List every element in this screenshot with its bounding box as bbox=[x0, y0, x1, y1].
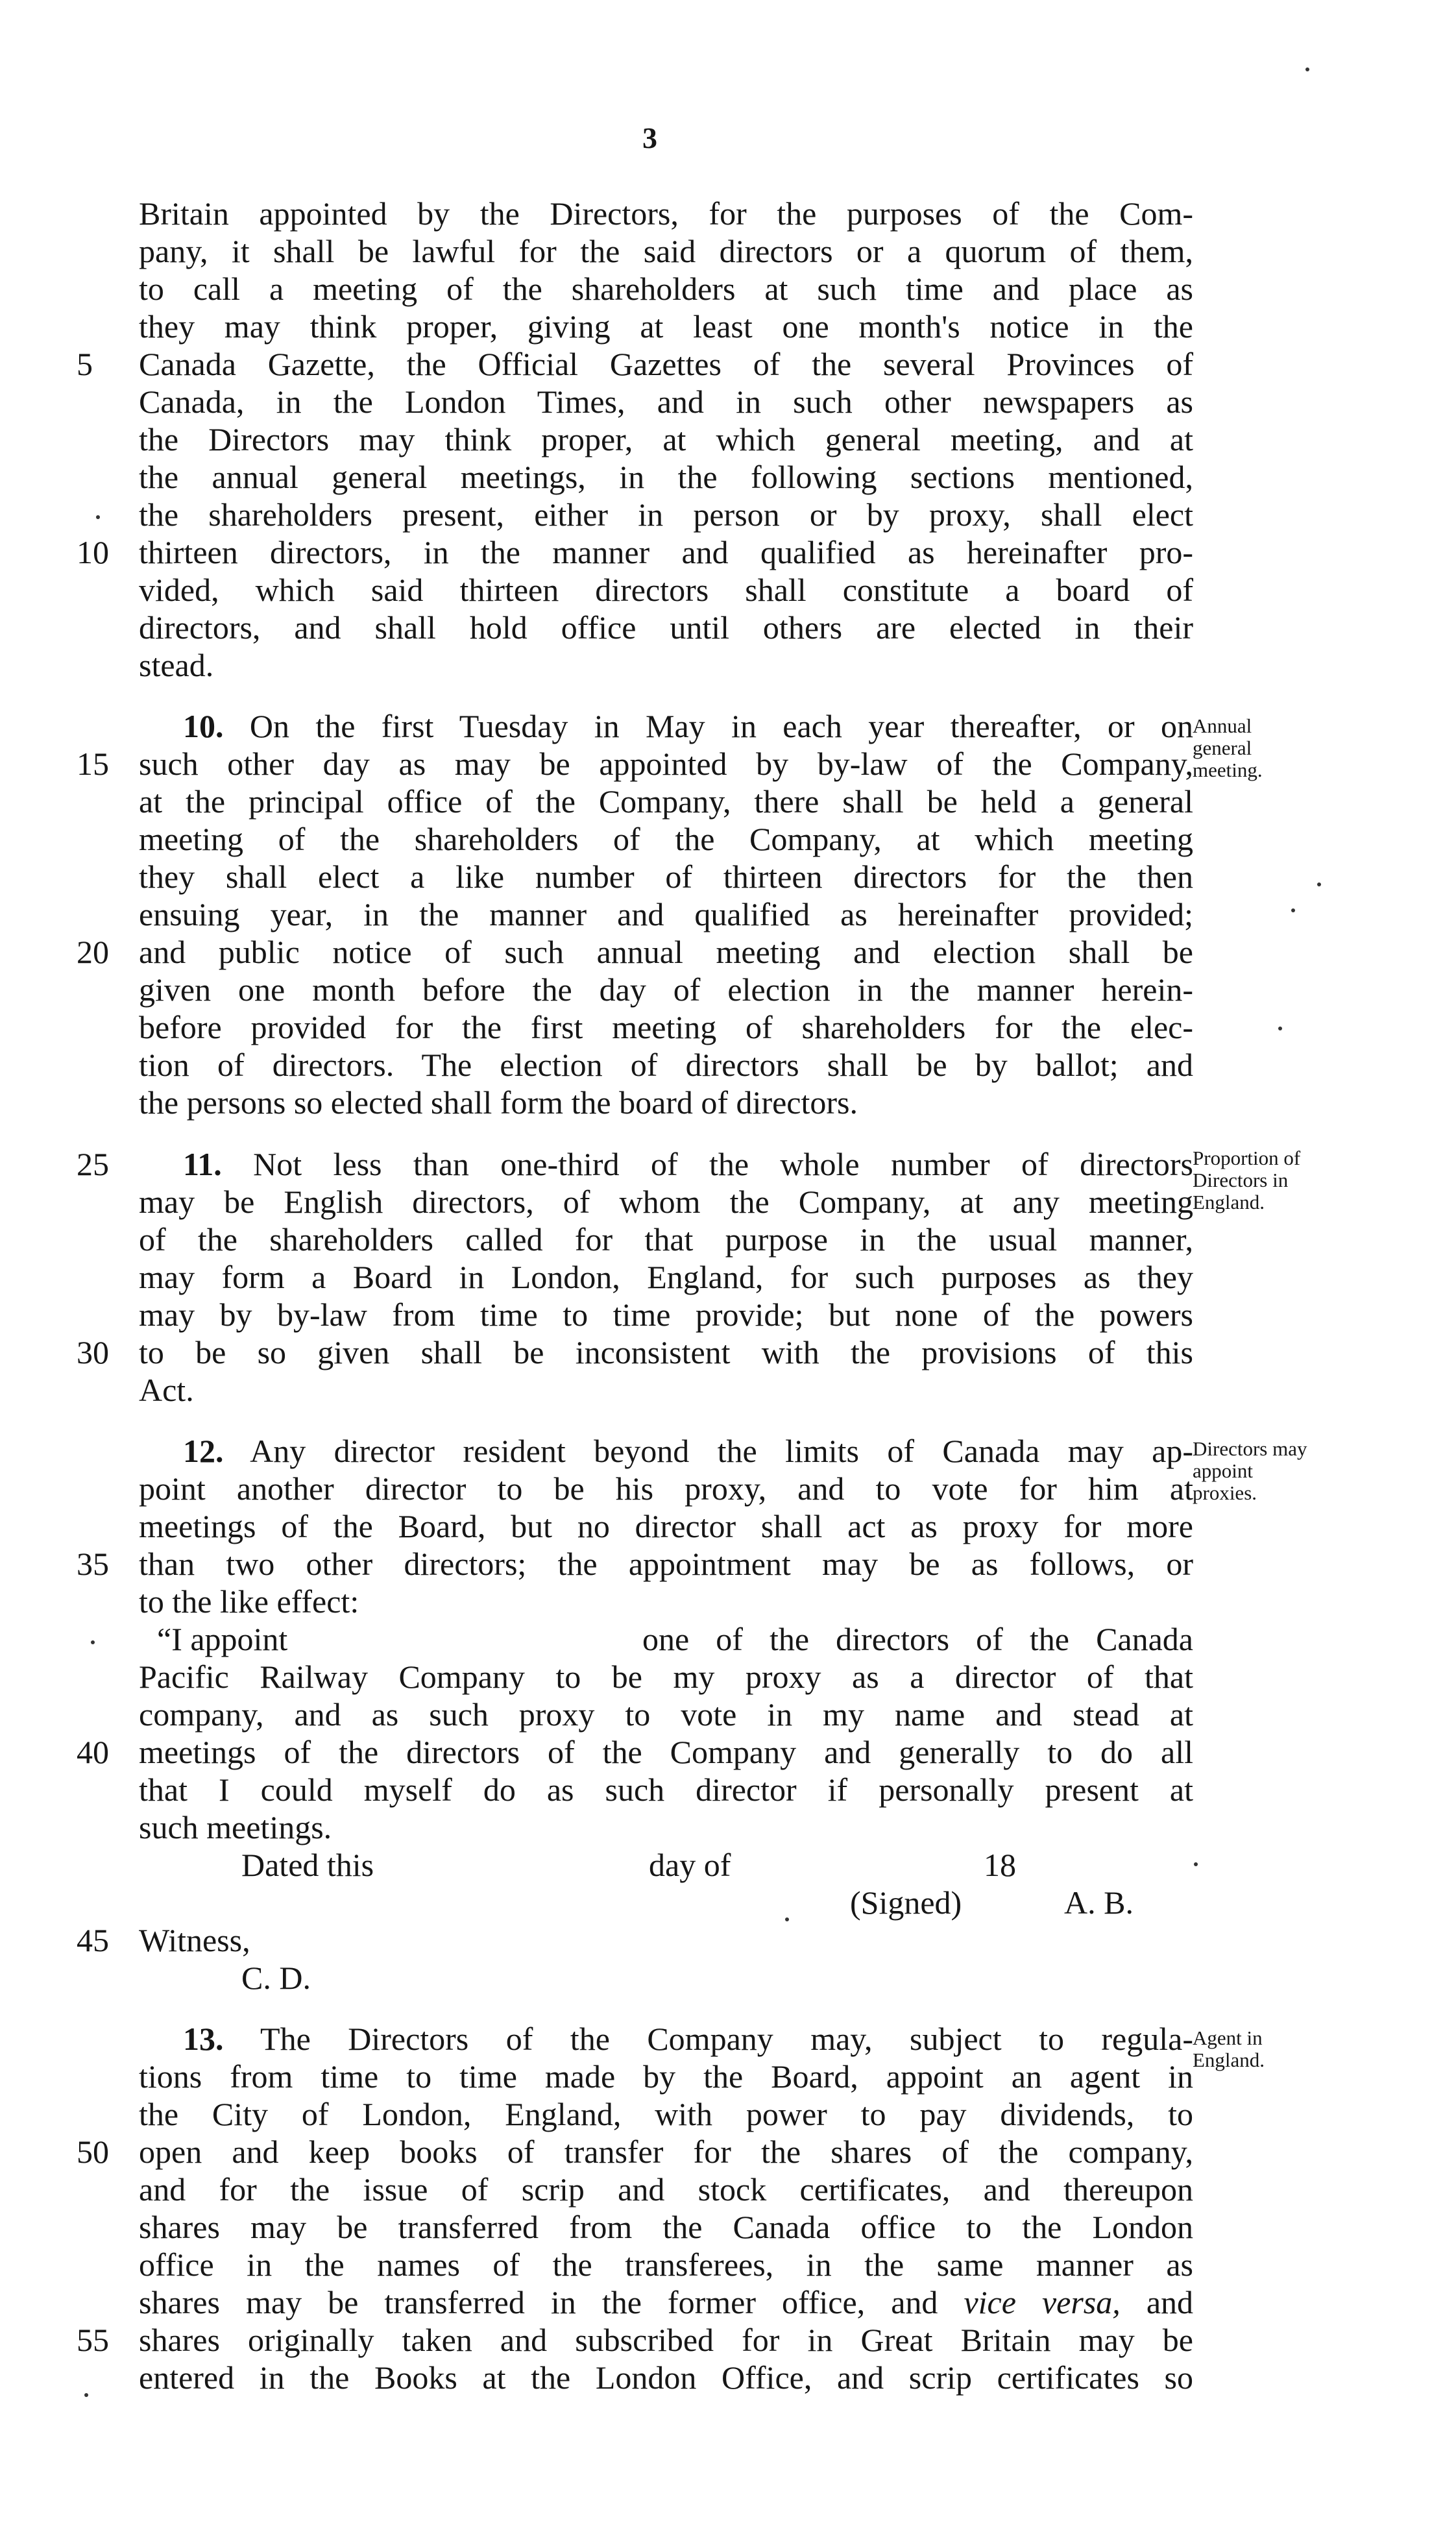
margin-note-directors-may-appoint-proxies bbox=[1193, 1438, 1387, 1504]
text-line: such other day as may be appointed by by-law of the Company, bbox=[139, 746, 1193, 782]
margin-note-line: appoint bbox=[1193, 1459, 1253, 1482]
proxy-form-day-of: day of bbox=[649, 1847, 731, 1883]
proxy-form-dated: Dated this bbox=[241, 1847, 374, 1883]
line-number: 55 bbox=[77, 2322, 109, 2358]
line-number: 45 bbox=[77, 1922, 109, 1958]
text-line bbox=[183, 707, 1193, 745]
text-line: that I could myself do as such director if personally present at bbox=[139, 1771, 1193, 1808]
text-line: meetings of the Board, but no director shall act as proxy for more bbox=[139, 1508, 1193, 1544]
line-number: 25 bbox=[77, 1146, 109, 1182]
line-number: 15 bbox=[77, 746, 109, 782]
margin-note-annual-general-meeting bbox=[1193, 715, 1387, 781]
line-number: 20 bbox=[77, 934, 109, 970]
scan-speck bbox=[84, 2393, 88, 2397]
text-line: given one month before the day of election in the manner herein- bbox=[139, 971, 1193, 1008]
proxy-form-appoint: “I appoint bbox=[157, 1621, 288, 1657]
text-line: Britain appointed by the Directors, for the purposes of the Com- bbox=[139, 195, 1193, 232]
text-line: and for the issue of scrip and stock certificates, and thereupon bbox=[139, 2171, 1193, 2208]
text-line: may be English directors, of whom the Company, at any meeting bbox=[139, 1184, 1193, 1220]
text-line: may by by-law from time to time provide; but none of the powers bbox=[139, 1296, 1193, 1333]
scan-speck bbox=[96, 515, 100, 519]
text-line: office in the names of the transferees, in the same manner as bbox=[139, 2246, 1193, 2283]
line-number: 40 bbox=[77, 1734, 109, 1770]
text-line: Canada, in the London Times, and in such other newspapers as bbox=[139, 383, 1193, 420]
text-line: tions from time to time made by the Board, appoint an agent in bbox=[139, 2058, 1193, 2095]
text-line: shares originally taken and subscribed for in Great Britain may be bbox=[139, 2322, 1193, 2358]
text-line: meeting of the shareholders of the Company, at which meeting bbox=[139, 821, 1193, 857]
text-line: the City of London, England, with power to pay dividends, to bbox=[139, 2096, 1193, 2132]
text-line: they shall elect a like number of thirteen directors for the then bbox=[139, 858, 1193, 895]
text-line: directors, and shall hold office until others are elected in their bbox=[139, 609, 1193, 646]
margin-note-line: Proportion of bbox=[1193, 1147, 1301, 1169]
scan-speck bbox=[91, 1640, 95, 1644]
line-number: 10 bbox=[77, 534, 109, 570]
margin-note-line: England. bbox=[1193, 2049, 1265, 2071]
text-line: of the shareholders called for that purpose in the usual manner, bbox=[139, 1221, 1193, 1258]
text-line bbox=[183, 1432, 1193, 1470]
line-number: 5 bbox=[77, 346, 93, 382]
text-line: tion of directors. The election of directors shall be by ballot; and bbox=[139, 1047, 1193, 1083]
italic-phrase: vice versa, bbox=[964, 2284, 1121, 2320]
text-line: Pacific Railway Company to be my proxy as a director of that bbox=[139, 1659, 1193, 1695]
text-line: stead. bbox=[139, 647, 214, 683]
page-number: 3 bbox=[642, 121, 657, 154]
proxy-form-witness-initials: C. D. bbox=[241, 1960, 311, 1996]
line-number: 30 bbox=[77, 1334, 109, 1370]
margin-note-line: Annual bbox=[1193, 714, 1252, 737]
text-line: entered in the Books at the London Office, and scrip certificates so bbox=[139, 2359, 1193, 2396]
text-span: The Directors of the Company may, subject to regula- bbox=[260, 2021, 1193, 2057]
text-line: ensuing year, in the manner and qualified as hereinafter provided; bbox=[139, 896, 1193, 932]
margin-note-line: general bbox=[1193, 736, 1252, 759]
scan-speck bbox=[1291, 908, 1295, 912]
text-line: the Directors may think proper, at which general meeting, and at bbox=[139, 421, 1193, 457]
margin-note-line: Agent in bbox=[1193, 2026, 1263, 2049]
proxy-form-signature-initials: A. B. bbox=[1064, 1884, 1134, 1921]
section-number: 10. bbox=[183, 708, 224, 744]
proxy-form-witness: Witness, bbox=[139, 1922, 250, 1958]
margin-note-line: proxies. bbox=[1193, 1481, 1257, 1504]
text-line: company, and as such proxy to vote in my name and stead at bbox=[139, 1696, 1193, 1733]
text-line: the annual general meetings, in the following sections mentioned, bbox=[139, 459, 1193, 495]
text-span: Any director resident beyond the limits of Canada may ap- bbox=[250, 1433, 1193, 1469]
text-line: and public notice of such annual meeting and election shall be bbox=[139, 934, 1193, 970]
scan-speck bbox=[1194, 1862, 1198, 1866]
text-line bbox=[183, 1145, 1193, 1183]
text-line: to be so given shall be inconsistent with the provisions of this bbox=[139, 1334, 1193, 1370]
text-line: vided, which said thirteen directors shall constitute a board of bbox=[139, 572, 1193, 608]
text-line: meetings of the directors of the Company and generally to do all bbox=[139, 1734, 1193, 1770]
text-line: Act. bbox=[139, 1372, 194, 1408]
text-line: thirteen directors, in the manner and qualified as hereinafter pro- bbox=[139, 534, 1193, 570]
section-number: 13. bbox=[183, 2021, 224, 2057]
section-number: 12. bbox=[183, 1433, 224, 1469]
text-line: before provided for the first meeting of shareholders for the elec- bbox=[139, 1009, 1193, 1045]
margin-note-agent-in-england bbox=[1193, 2027, 1387, 2071]
text-line: to the like effect: bbox=[139, 1583, 359, 1620]
text-line: point another director to be his proxy, and to vote for him at bbox=[139, 1470, 1193, 1507]
text-line: Canada Gazette, the Official Gazettes of the several Provinces of bbox=[139, 346, 1193, 382]
text-line: to call a meeting of the shareholders at such time and place as bbox=[139, 271, 1193, 307]
margin-note-line: Directors in bbox=[1193, 1169, 1289, 1191]
text-line bbox=[139, 2283, 1193, 2321]
text-line: at the principal office of the Company, there shall be held a general bbox=[139, 783, 1193, 820]
proxy-form-year: 18 bbox=[984, 1847, 1016, 1883]
text-span: Not less than one-third of the whole number of directors bbox=[253, 1146, 1194, 1182]
text-line: pany, it shall be lawful for the said directors or a quorum of them, bbox=[139, 233, 1193, 269]
proxy-form-appoint-rest: one of the directors of the Canada bbox=[642, 1621, 1193, 1657]
text-line: the persons so elected shall form the board of directors. bbox=[139, 1084, 858, 1121]
text-line: shares may be transferred from the Canada office to the London bbox=[139, 2209, 1193, 2245]
text-span: shares may be transferred in the former office, and bbox=[139, 2284, 938, 2320]
margin-note-line: Directors may bbox=[1193, 1437, 1307, 1460]
text-line: they may think proper, giving at least one month's notice in the bbox=[139, 308, 1193, 345]
text-line: such meetings. bbox=[139, 1809, 332, 1845]
scan-speck bbox=[1317, 882, 1321, 886]
margin-note-proportion-of-directors bbox=[1193, 1147, 1387, 1213]
section-number: 11. bbox=[183, 1146, 222, 1182]
text-line: than two other directors; the appointment may be as follows, or bbox=[139, 1546, 1193, 1582]
text-line bbox=[183, 2020, 1193, 2058]
line-number: 50 bbox=[77, 2134, 109, 2170]
line-number: 35 bbox=[77, 1546, 109, 1582]
text-line: the shareholders present, either in person or by proxy, shall elect bbox=[139, 496, 1193, 533]
margin-note-line: England. bbox=[1193, 1191, 1265, 1213]
scan-speck bbox=[1305, 67, 1309, 71]
margin-note-line: meeting. bbox=[1193, 759, 1263, 781]
text-span: On the first Tuesday in May in each year thereafter, or on bbox=[249, 708, 1194, 744]
proxy-form-signed: (Signed) bbox=[850, 1884, 962, 1921]
text-line: may form a Board in London, England, for such purposes as they bbox=[139, 1259, 1193, 1295]
text-line: open and keep books of transfer for the shares of the company, bbox=[139, 2134, 1193, 2170]
text-span: and bbox=[1146, 2284, 1194, 2320]
scan-speck bbox=[1278, 1027, 1282, 1030]
scan-speck bbox=[785, 1917, 789, 1921]
